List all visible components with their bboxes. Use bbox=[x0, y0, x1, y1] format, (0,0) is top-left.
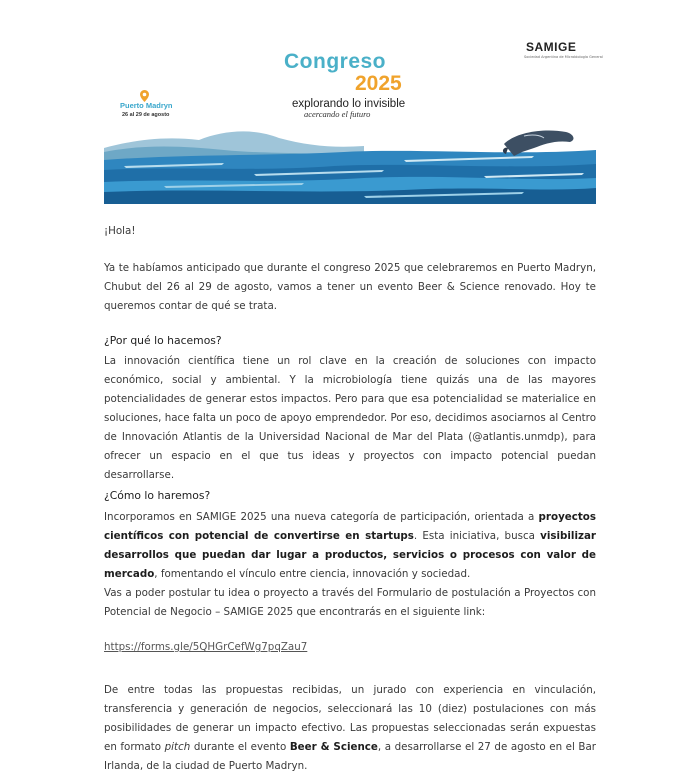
banner-title: Congreso bbox=[284, 50, 387, 73]
how-paragraph-1: Incorporamos en SAMIGE 2025 una nueva categoría de participación, orientada a proyectos científicos con potencial de convertirse en startups. Esta iniciativa, busca visibilizar desarrollos que puedan dar lugar a productos, servicios o procesos con valor de mercado, fomentando el vínculo entre ciencia, innovación y sociedad. bbox=[104, 511, 596, 580]
congress-banner bbox=[104, 36, 603, 204]
banner-subtagline: acercando el futuro bbox=[304, 109, 371, 119]
event-location: Puerto Madryn bbox=[120, 101, 173, 110]
greeting: ¡Hola! bbox=[104, 225, 136, 237]
samige-logo-subtitle: Sociedad Argentina de Microbiología General bbox=[524, 55, 603, 59]
intro-paragraph: Ya te habíamos anticipado que durante el congreso 2025 que celebraremos en Puerto Madryn, Chubut del 26 al 29 de agosto, vamos a tener un evento Beer & Science renovado. Hoy te queremos contar de qué se trata. bbox=[104, 262, 596, 312]
highlight-startups: proyectos científicos con potencial de convertirse en startups bbox=[104, 511, 596, 542]
sea-landscape-illustration bbox=[104, 126, 596, 204]
highlight-market-value: visibilizar desarrollos que puedan dar lugar a productos, servicios o procesos con valor de mercado bbox=[104, 530, 596, 580]
why-paragraph: La innovación científica tiene un rol clave en la creación de soluciones con impacto económico, social y ambiental. Y la microbiología tiene quizás una de las mayores potencialidades de generar estos impactos. Pero para que esa potencialidad se materialice en soluciones, hace falta un poco de apoyo emprendedor. Por eso, decidimos asociarnos al Centro de Innovación Atlantis de la Universidad Nacional de Mar del Plata (@atlantis.unmdp), para ofrecer un espacio en el que tus ideas y proyectos con impacto potencial puedan desarrollarse. bbox=[104, 355, 596, 481]
beer-science-term: Beer & Science bbox=[289, 741, 378, 753]
how-paragraph-2: Vas a poder postular tu idea o proyecto a través del Formulario de postulación a Proyectos con Potencial de Negocio – SAMIGE 2025 que encontrarás en el siguiente link: bbox=[104, 587, 596, 618]
why-heading: ¿Por qué lo hacemos? bbox=[104, 334, 222, 347]
how-heading: ¿Cómo lo haremos? bbox=[104, 489, 211, 502]
samige-logo: SAMIGE bbox=[526, 40, 577, 54]
banner-year: 2025 bbox=[355, 72, 402, 95]
banner-tagline: explorando lo invisible bbox=[292, 98, 406, 110]
pitch-term: pitch bbox=[164, 741, 191, 753]
selection-paragraph: De entre todas las propuestas recibidas, un jurado con experiencia en vinculación, transferencia y generación de negocios, seleccionará las 10 (diez) postulaciones con más posibilidades de generar un impacto efectivo. Las propuestas seleccionadas serán expuestas en formato pitch durante el evento Beer & Science, a desarrollarse el 27 de agosto en el Bar Irlanda, de la ciudad de Puerto Madryn. bbox=[104, 684, 597, 772]
event-dates: 26 al 29 de agosto bbox=[122, 112, 170, 118]
application-form-link[interactable]: https://forms.gle/5QHGrCefWg7pqZau7 bbox=[104, 641, 308, 653]
